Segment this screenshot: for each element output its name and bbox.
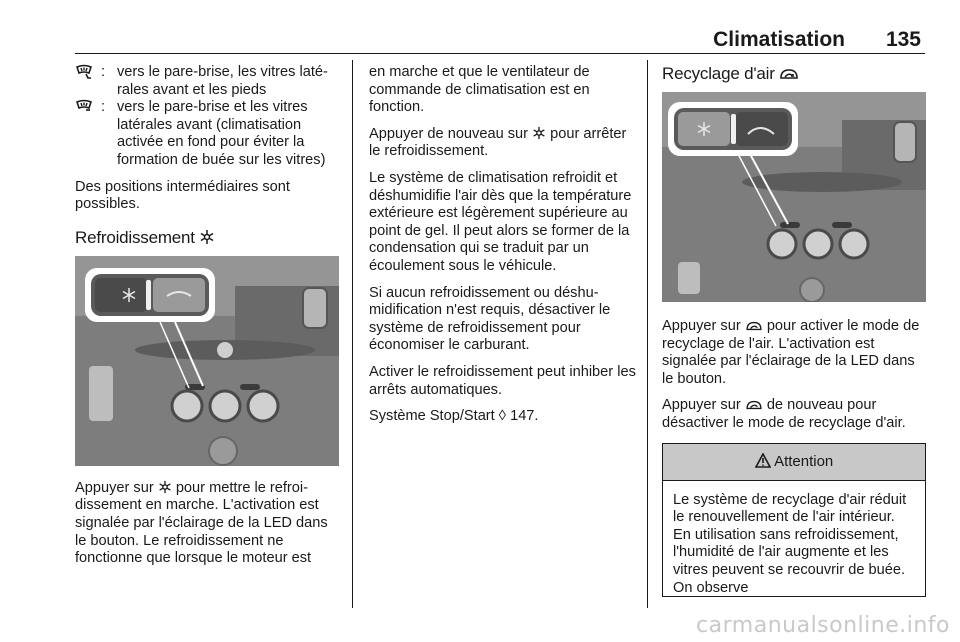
snowflake-icon [199, 228, 215, 247]
intermediate-note: Des positions intermédiaires sont possibles. [75, 178, 290, 213]
column-divider [352, 60, 353, 608]
page-number: 135 [885, 28, 921, 51]
recirculation-icon [745, 397, 763, 413]
page-reference-icon: ◊ [498, 408, 507, 425]
section-heading-cooling: Refroidissement [75, 228, 343, 248]
section-heading-recirculation: Recyclage d'air [662, 64, 926, 84]
paragraph: Appuyer sur de nouveau pour désactiver le mode de recyclage d'air. [662, 397, 906, 431]
header-rule [75, 53, 925, 54]
cooling-button-photo [75, 256, 339, 466]
warning-header [663, 444, 925, 481]
warning-box [662, 443, 926, 597]
snowflake-icon [532, 126, 546, 142]
page-header [75, 24, 925, 54]
paragraph: Appuyer de nouveau sur pour arrêter le refroidissement. [369, 125, 627, 160]
windshield-side-icon [75, 99, 101, 169]
paragraph: Si aucun refroidissement ou déshumidification n'est requis, désactiver le système de refroidissement pour économiser le carburant. [369, 284, 611, 354]
recirculation-icon [745, 318, 763, 334]
paragraph: Appuyer sur pour activer le mode de recyclage de l'air. L'activation est signalée par l'éclairage de la LED dans le bouton. [662, 318, 920, 387]
page-title: Climatisation [713, 28, 845, 51]
snowflake-icon [158, 480, 172, 496]
warning-text: Le système de recyclage d'air réduit le renouvellement de l'air intérieur. En utilisation sans refroidissement, l'humidité de l'air augmente et les vitres peuvent se recouvrir de buée. On observe [673, 491, 907, 596]
watermark: carmanualsonline.info [696, 613, 950, 638]
airflow-item: : vers le pare-brise et les vitres latérales avant (climatisation activée en fond pour éviter la formation de buée sur les vitres) [75, 99, 343, 169]
airflow-item: : vers le pare-brise, les vitres latérales avant et les pieds [75, 64, 343, 99]
column-3 [662, 64, 926, 597]
paragraph: Système Stop/Start ◊ 147. [369, 408, 539, 425]
recirculation-button-photo [662, 92, 926, 302]
warning-title: Attention [774, 452, 834, 470]
warning-triangle-icon [755, 453, 771, 470]
column-divider [647, 60, 648, 608]
paragraph: en marche et que le ventilateur de commande de climatisation est en fonction. [369, 64, 590, 116]
column-1 [75, 64, 343, 577]
paragraph: Le système de climatisation refroidit et déshumidifie l'air dès que la température extérieure est légèrement supérieure au point de gel. Il peut alors se former de la condensation qui se traduit par un écoulement sous le véhicule. [369, 169, 632, 274]
paragraph: Activer le refroidissement peut inhiber les arrêts automatiques. [369, 363, 636, 398]
cooling-activation-text: Appuyer sur pour mettre le refroidissement en marche. L'activation est signalée par l'éclairage de la LED dans le bouton. Le refroidissement ne fonctionne que lorsque le moteur est [75, 479, 328, 567]
airflow-item-text: vers le pare-brise, les vitres latérales avant et les pieds [117, 64, 328, 98]
column-2 [369, 64, 637, 435]
windshield-side-feet-icon [75, 64, 101, 99]
recirculation-icon [779, 64, 799, 83]
airflow-item-text: vers le pare-brise et les vitres latérales avant (climatisation activée en fond pour éviter la formation de buée sur les vitres) [117, 99, 326, 168]
